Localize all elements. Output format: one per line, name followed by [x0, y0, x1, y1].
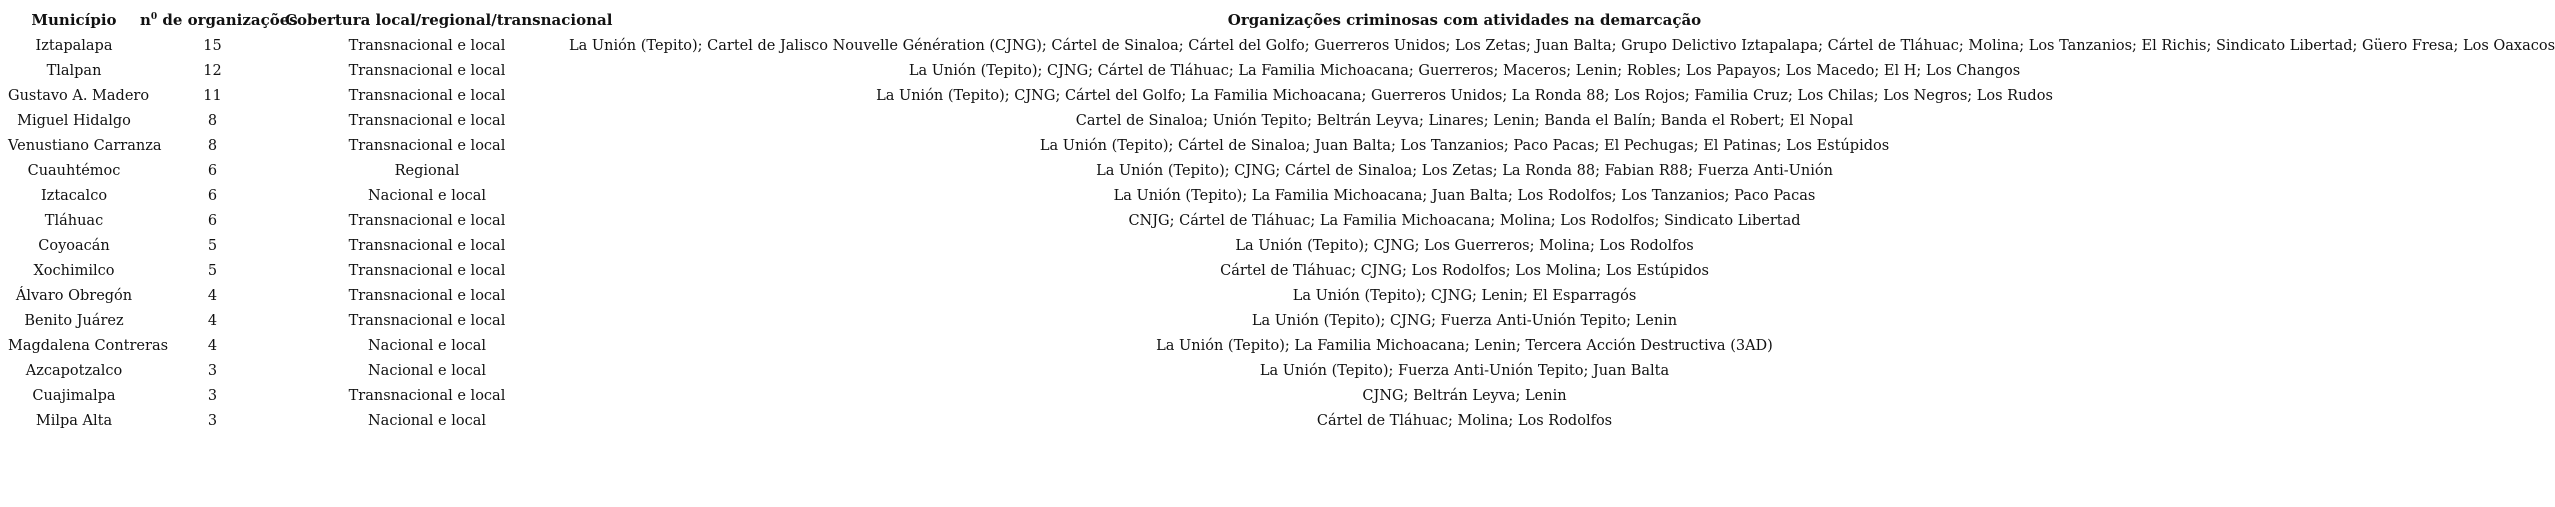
cell-count: 6: [207, 213, 218, 229]
cell-organizacoes: La Unión (Tepito); Fuerza Anti-Unión Tepito; Juan Balta: [1259, 363, 1670, 379]
cell-municipio: Iztacalco: [40, 188, 108, 204]
cell-municipio: Miguel Hidalgo: [17, 113, 131, 129]
cell-count: 3: [207, 413, 218, 429]
table-row: [8, 134, 2360, 159]
header-count-prefix: n: [140, 11, 151, 29]
cell-municipio: Coyoacán: [38, 238, 110, 254]
cell-organizacoes: Cártel de Tláhuac; Molina; Los Rodolfos: [1316, 413, 1613, 429]
cell-municipio: Cuajimalpa: [32, 388, 116, 404]
header-count-suffix: de organizações: [157, 11, 298, 29]
cell-organizacoes: La Unión (Tepito); CJNG; Los Guerreros; Molina; Los Rodolfos: [1235, 238, 1694, 254]
cell-organizacoes: Cartel de Sinaloa; Unión Tepito; Beltrán Leyva; Linares; Lenin; Banda el Balín; Banda el Robert; El Nopal: [1075, 113, 1854, 129]
cell-cobertura: Transnacional e local: [348, 213, 506, 229]
cell-count: 12: [203, 63, 222, 79]
header-count: [140, 6, 298, 34]
cell-organizacoes: La Unión (Tepito); CJNG; Cártel de Sinaloa; Los Zetas; La Ronda 88; Fabian R88; Fuerza Anti-Unión: [1096, 163, 1833, 179]
cell-organizacoes: CJNG; Beltrán Leyva; Lenin: [1362, 388, 1567, 404]
cell-count: 4: [207, 288, 218, 304]
table-row: [8, 409, 2360, 434]
table-row: [8, 59, 2360, 84]
cell-cobertura: Transnacional e local: [348, 138, 506, 154]
cell-cobertura: Transnacional e local: [348, 313, 506, 329]
cell-count: 3: [207, 388, 218, 404]
cell-cobertura: Regional: [394, 163, 460, 179]
cell-cobertura: Transnacional e local: [348, 38, 506, 54]
header-cobertura: Cobertura local/regional/transnacional: [285, 11, 613, 29]
table-row: [8, 384, 2360, 409]
header-row: [8, 6, 2360, 34]
cell-cobertura: Transnacional e local: [348, 113, 506, 129]
cell-cobertura: Transnacional e local: [348, 263, 506, 279]
cell-count: 8: [207, 138, 218, 154]
cell-organizacoes: La Unión (Tepito); CJNG; Cártel de Tláhuac; La Familia Michoacana; Guerreros; Maceros; Lenin; Robles; Los Papayos; Los Macedo; El H; Los Changos: [908, 63, 2021, 79]
organizations-table: [8, 6, 2555, 434]
cell-count: 4: [207, 338, 218, 354]
cell-count: 3: [207, 363, 218, 379]
cell-organizacoes: La Unión (Tepito); Cartel de Jalisco Nouvelle Génération (CJNG); Cártel de Sinaloa; Cártel del Golfo; Guerreros Unidos; Los Zetas; Juan Balta; Grupo Delictivo Iztapalapa; Cártel de Tláhuac; Molina; Los Tanzanios; El Richis; Sindicato Libertad; Güero Fresa; Los Oaxacos: [569, 38, 2555, 54]
table-row: [8, 309, 2360, 334]
cell-municipio: Cuauhtémoc: [27, 163, 121, 179]
cell-municipio: Tlalpan: [46, 63, 102, 79]
table-row: [8, 259, 2360, 284]
table-row: [8, 109, 2360, 134]
cell-organizacoes: Cártel de Tláhuac; CJNG; Los Rodolfos; Los Molina; Los Estúpidos: [1220, 263, 1709, 279]
cell-municipio: Tláhuac: [44, 213, 104, 229]
table-header: [8, 6, 2360, 34]
cell-municipio: Xochimilco: [33, 263, 115, 279]
table-row: [8, 284, 2360, 309]
cell-cobertura: Transnacional e local: [348, 238, 506, 254]
cell-cobertura: Transnacional e local: [348, 288, 506, 304]
table-row: [8, 209, 2360, 234]
cell-organizacoes: La Unión (Tepito); CJNG; Lenin; El Esparragós: [1292, 288, 1637, 304]
cell-count: 6: [207, 163, 218, 179]
cell-count: 4: [207, 313, 218, 329]
cell-municipio: Magdalena Contreras: [8, 338, 169, 354]
cell-organizacoes: La Unión (Tepito); La Familia Michoacana; Juan Balta; Los Rodolfos; Los Tanzanios; Paco Pacas: [1113, 188, 1816, 204]
organizations-table-container: [8, 6, 2555, 434]
table-row: [8, 334, 2360, 359]
cell-count: 6: [207, 188, 218, 204]
cell-municipio: Venustiano Carranza: [8, 138, 162, 154]
header-municipio: Município: [31, 11, 117, 29]
table-row: [8, 159, 2360, 184]
cell-count: 11: [203, 88, 222, 104]
table-body: [8, 34, 2555, 434]
cell-municipio: Benito Juárez: [24, 313, 124, 329]
cell-organizacoes: La Unión (Tepito); CJNG; Cártel del Golfo; La Familia Michoacana; Guerreros Unidos; La Ronda 88; Los Rojos; Familia Cruz; Los Chilas; Los Negros; Los Rudos: [876, 88, 2053, 104]
cell-cobertura: Nacional e local: [367, 338, 486, 354]
table-row: [8, 184, 2360, 209]
cell-count: 5: [207, 263, 218, 279]
cell-organizacoes: CNJG; Cártel de Tláhuac; La Familia Michoacana; Molina; Los Rodolfos; Sindicato Libertad: [1128, 213, 1801, 229]
cell-municipio: Álvaro Obregón: [15, 288, 133, 304]
cell-organizacoes: La Unión (Tepito); CJNG; Fuerza Anti-Unión Tepito; Lenin: [1251, 313, 1678, 329]
table-row: [8, 84, 2360, 109]
cell-count: 5: [207, 238, 218, 254]
cell-cobertura: Nacional e local: [367, 363, 486, 379]
cell-organizacoes: La Unión (Tepito); Cártel de Sinaloa; Juan Balta; Los Tanzanios; Paco Pacas; El Pechugas; El Patinas; Los Estúpidos: [1039, 138, 1890, 154]
header-count-superscript: 0: [150, 12, 158, 22]
cell-cobertura: Transnacional e local: [348, 63, 506, 79]
cell-cobertura: Nacional e local: [367, 188, 486, 204]
table-row: [8, 359, 2360, 384]
cell-count: 8: [207, 113, 218, 129]
cell-count: 15: [203, 38, 222, 54]
cell-cobertura: Transnacional e local: [348, 388, 506, 404]
header-organizacoes: Organizações criminosas com atividades na demarcação: [1227, 11, 1702, 29]
cell-cobertura: Transnacional e local: [348, 88, 506, 104]
cell-municipio: Azcapotzalco: [25, 363, 123, 379]
cell-municipio: Iztapalapa: [35, 38, 113, 54]
table-row: [8, 34, 2360, 59]
cell-municipio: Milpa Alta: [35, 413, 113, 429]
cell-cobertura: Nacional e local: [367, 413, 486, 429]
cell-organizacoes: La Unión (Tepito); La Familia Michoacana; Lenin; Tercera Acción Destructiva (3AD): [1156, 338, 1773, 354]
cell-municipio: Gustavo A. Madero: [8, 88, 150, 104]
table-row: [8, 234, 2360, 259]
